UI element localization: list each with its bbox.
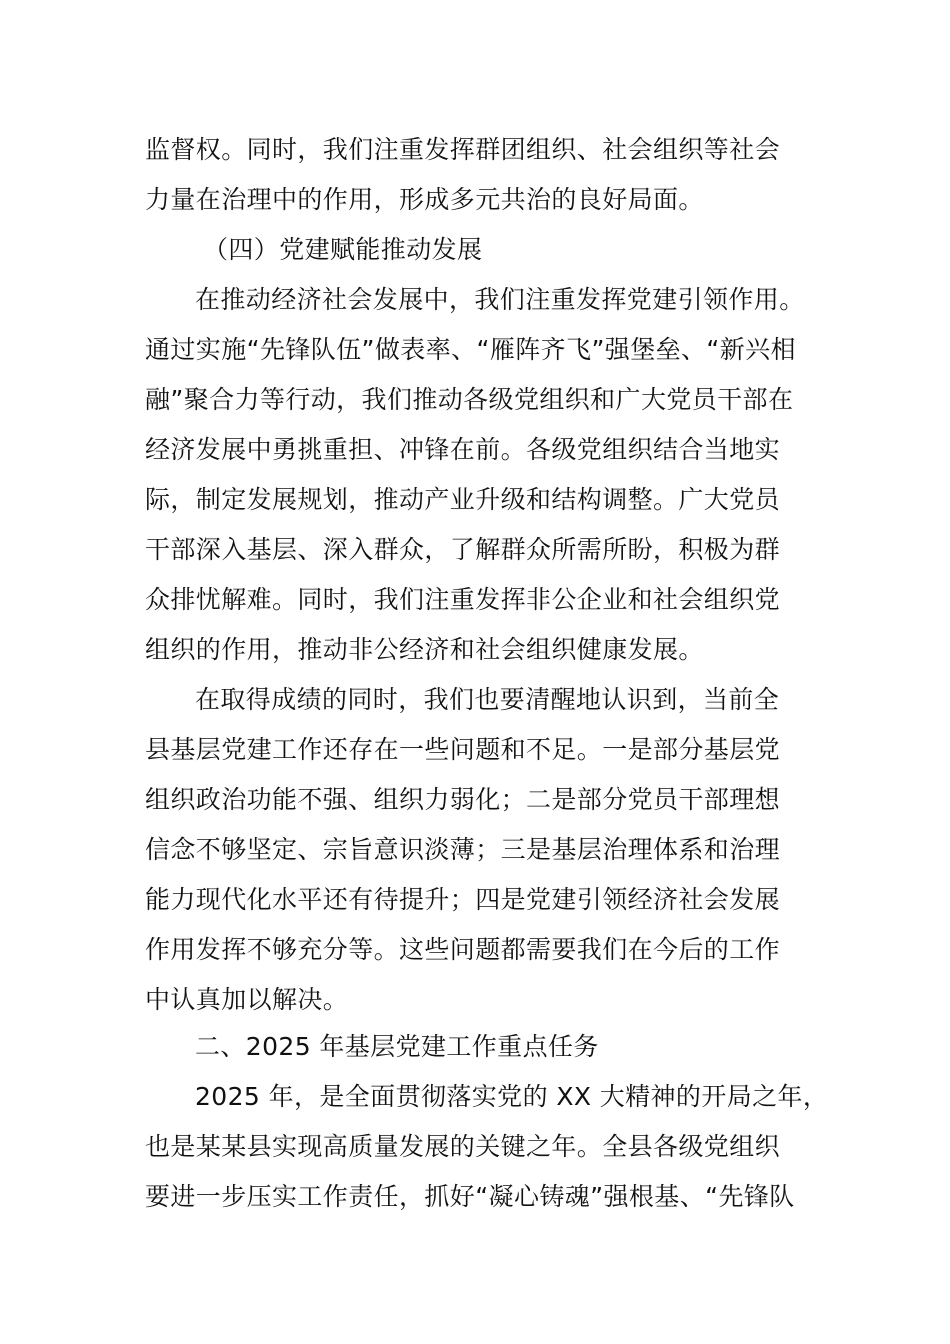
paragraph-line: 作用发挥不够充分等。这些问题都需要我们在今后的工作 bbox=[145, 935, 781, 964]
paragraph-line: 在推动经济社会发展中，我们注重发挥党建引领作用。 bbox=[195, 285, 805, 314]
paragraph-line: 能力现代化水平还有待提升；四是党建引领经济社会发展 bbox=[145, 885, 781, 914]
paragraph-line: 组织的作用，推动非公经济和社会组织健康发展。 bbox=[145, 635, 704, 664]
section-heading: 二、2025 年基层党建工作重点任务 bbox=[195, 1032, 599, 1061]
paragraph-line: 经济发展中勇挑重担、冲锋在前。各级党组织结合当地实 bbox=[145, 435, 781, 464]
paragraph-line: 组织政治功能不强、组织力弱化；二是部分党员干部理想 bbox=[145, 785, 781, 814]
paragraph-line: 中认真加以解决。 bbox=[145, 985, 349, 1014]
paragraph-line: 众排忧解难。同时，我们注重发挥非公企业和社会组织党 bbox=[145, 585, 781, 614]
paragraph-line: 县基层党建工作还存在一些问题和不足。一是部分基层党 bbox=[145, 735, 781, 764]
paragraph-line: 力量在治理中的作用，形成多元共治的良好局面。 bbox=[145, 185, 704, 214]
paragraph-line: 也是某某县实现高质量发展的关键之年。全县各级党组织 bbox=[145, 1132, 781, 1161]
paragraph-line: 干部深入基层、深入群众，了解群众所需所盼，积极为群 bbox=[145, 535, 781, 564]
paragraph-line: 监督权。同时，我们注重发挥群团组织、社会组织等社会 bbox=[145, 135, 781, 164]
paragraph-line: 信念不够坚定、宗旨意识淡薄；三是基层治理体系和治理 bbox=[145, 835, 781, 864]
section-heading: （四）党建赋能推动发展 bbox=[203, 235, 483, 264]
paragraph-line: 通过实施“先锋队伍”做表率、“雁阵齐飞”强堡垒、“新兴相 bbox=[145, 335, 796, 364]
paragraph-line: 在取得成绩的同时，我们也要清醒地认识到，当前全 bbox=[195, 685, 780, 714]
paragraph-line: 融”聚合力等行动，我们推动各级党组织和广大党员干部在 bbox=[145, 385, 794, 414]
paragraph-line: 要进一步压实工作责任，抓好“凝心铸魂”强根基、“先锋队 bbox=[145, 1182, 795, 1211]
paragraph-line: 2025 年，是全面贯彻落实党的 XX 大精神的开局之年， bbox=[195, 1082, 829, 1111]
paragraph-line: 际，制定发展规划，推动产业升级和结构调整。广大党员 bbox=[145, 485, 781, 514]
